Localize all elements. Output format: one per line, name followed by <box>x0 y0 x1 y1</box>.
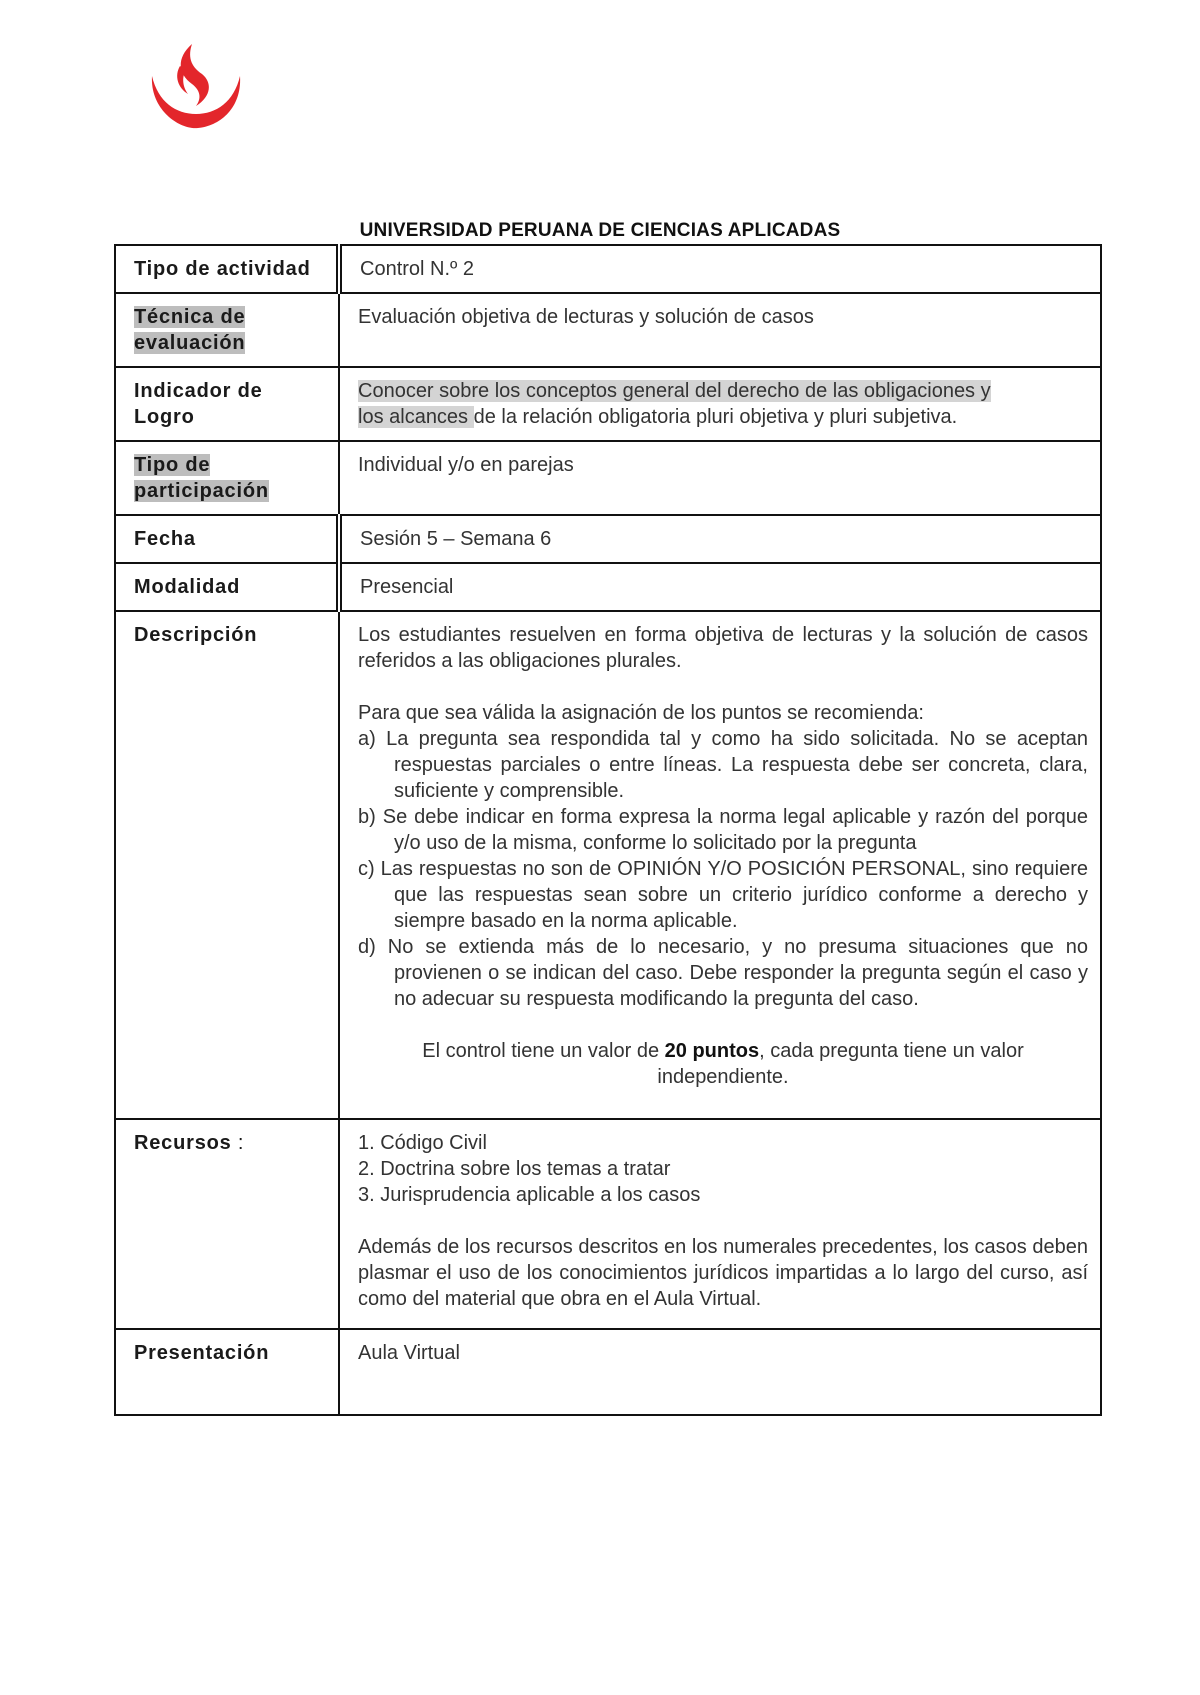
row-modalidad <box>115 563 1101 611</box>
recursos-item-2: 2. Doctrina sobre los temas a tratar <box>358 1158 671 1180</box>
value-indicador <box>339 367 1101 441</box>
descripcion-item-d: d) No se extienda más de lo necesario, y no presuma situaciones que no provienen o se indican del caso. Debe responder la pregunta según el caso y no adecuar su respuesta modificando la pregunta del caso. <box>358 936 1088 1010</box>
row-tecnica <box>115 293 1101 367</box>
label-recursos-text: Recursos <box>134 1132 232 1154</box>
label-fecha: Fecha <box>115 515 339 563</box>
label-tecnica-line2: evaluación <box>134 332 246 354</box>
value-indicador-rest: de la relación obligatoria pluri objetiva y pluri subjetiva. <box>473 406 958 428</box>
document-title: UNIVERSIDAD PERUANA DE CIENCIAS APLICADAS <box>359 220 841 241</box>
row-presentacion <box>115 1329 1101 1415</box>
label-recursos <box>115 1119 339 1329</box>
label-descripcion: Descripción <box>115 611 339 1119</box>
descripcion-recommend: Para que sea válida la asignación de los puntos se recomienda: <box>358 702 924 724</box>
descripcion-value-bold: 20 puntos <box>664 1040 760 1062</box>
value-presentacion: Aula Virtual <box>339 1329 1101 1415</box>
label-tecnica-line1: Técnica de <box>134 306 246 328</box>
descripcion-value-post: , cada pregunta tiene un valor independiente. <box>657 1040 1024 1088</box>
row-indicador <box>115 367 1101 441</box>
row-tipo-actividad <box>115 245 1101 293</box>
label-participacion-line2: participación <box>134 480 269 502</box>
activity-table <box>114 244 1102 1416</box>
recursos-note: Además de los recursos descritos en los numerales precedentes, los casos deben plasmar el uso de los conocimientos jurídicos impartidas a lo largo del curso, así como del material que obra en el Aula Virtual. <box>358 1236 1088 1310</box>
label-participacion-line1: Tipo de <box>134 454 211 476</box>
row-fecha <box>115 515 1101 563</box>
label-participacion <box>115 441 339 515</box>
value-participacion: Individual y/o en parejas <box>339 441 1101 515</box>
value-indicador-hl2: los alcances <box>358 406 474 428</box>
recursos-item-1: 1. Código Civil <box>358 1132 487 1154</box>
value-modalidad: Presencial <box>339 563 1101 611</box>
label-recursos-colon: : <box>231 1132 245 1154</box>
descripcion-item-b: b) Se debe indicar en forma expresa la norma legal aplicable y razón del porque y/o uso de la misma, conforme lo solicitado por la pregunta <box>358 806 1088 854</box>
descripcion-intro: Los estudiantes resuelven en forma objetiva de lecturas y la solución de casos referidos a las obligaciones plurales. <box>358 624 1088 672</box>
descripcion-item-c: c) Las respuestas no son de OPINIÓN Y/O POSICIÓN PERSONAL, sino requiere que las respuestas sean sobre un criterio jurídico conforme a derecho y siempre basado en la norma aplicable. <box>358 858 1088 932</box>
recursos-item-3: 3. Jurisprudencia aplicable a los casos <box>358 1184 701 1206</box>
value-descripcion <box>339 611 1101 1119</box>
value-fecha: Sesión 5 – Semana 6 <box>339 515 1101 563</box>
row-recursos <box>115 1119 1101 1329</box>
university-logo-icon <box>146 40 246 130</box>
label-indicador <box>115 367 339 441</box>
descripcion-value-pre: El control tiene un valor de <box>422 1040 665 1062</box>
label-indicador-line2: Logro <box>134 406 195 428</box>
descripcion-value-note <box>358 1038 1088 1090</box>
label-tecnica <box>115 293 339 367</box>
descripcion-item-a: a) La pregunta sea respondida tal y como ha sido solicitada. No se aceptan respuestas parciales o entre líneas. La respuesta debe ser concreta, clara, suficiente y comprensible. <box>358 728 1088 802</box>
label-tipo-actividad: Tipo de actividad <box>115 245 339 293</box>
value-indicador-hl1: Conocer sobre los conceptos general del derecho de las obligaciones y <box>358 380 991 402</box>
label-indicador-line1: Indicador de <box>134 380 263 402</box>
row-descripcion <box>115 611 1101 1119</box>
row-participacion <box>115 441 1101 515</box>
value-recursos <box>339 1119 1101 1329</box>
label-modalidad: Modalidad <box>115 563 339 611</box>
value-tipo-actividad: Control N.º 2 <box>339 245 1101 293</box>
value-tecnica: Evaluación objetiva de lecturas y solución de casos <box>339 293 1101 367</box>
label-presentacion: Presentación <box>115 1329 339 1415</box>
